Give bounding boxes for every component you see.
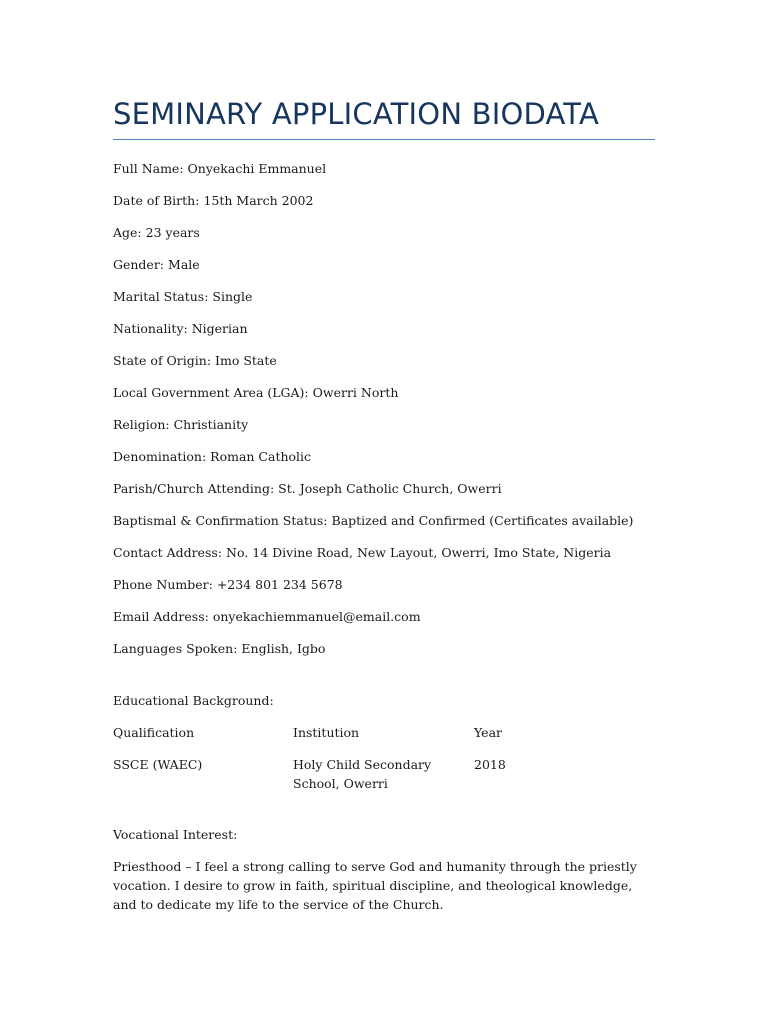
- field-value: onyekachiemmanuel@email.com: [212, 609, 421, 624]
- field-email-address: [113, 609, 421, 625]
- field-value: Roman Catholic: [210, 449, 312, 464]
- field-label: Nationality:: [113, 321, 188, 336]
- field-full-name: [113, 161, 326, 177]
- field-lga: [113, 385, 398, 401]
- document-page: [113, 0, 658, 1024]
- field-value: Nigerian: [191, 321, 248, 336]
- education-heading: Educational Background:: [113, 693, 274, 708]
- field-value: Imo State: [215, 353, 277, 368]
- page-title: SEMINARY APPLICATION BIODATA: [113, 97, 600, 131]
- field-state-of-origin: [113, 353, 277, 369]
- field-label: Local Government Area (LGA):: [113, 385, 309, 400]
- cell-year: 2018: [474, 757, 506, 772]
- field-value: Baptized and Confirmed (Certificates available): [331, 513, 634, 528]
- field-label: Parish/Church Attending:: [113, 481, 275, 496]
- vocation-heading: Vocational Interest:: [113, 827, 238, 842]
- field-label: Languages Spoken:: [113, 641, 238, 656]
- field-gender: [113, 257, 200, 273]
- field-value: Single: [212, 289, 253, 304]
- field-religion: [113, 417, 248, 433]
- field-label: Email Address:: [113, 609, 209, 624]
- field-nationality: [113, 321, 248, 337]
- field-label: Full Name:: [113, 161, 184, 176]
- field-value: 15th March 2002: [203, 193, 314, 208]
- column-header-year: Year: [474, 725, 502, 740]
- field-label: Denomination:: [113, 449, 207, 464]
- vocation-paragraph: Priesthood – I feel a strong calling to serve God and humanity through the priestly vocation. I desire to grow in faith, spiritual discipline, and theological knowledge, and to dedicate my life to the service of the Church.: [113, 859, 637, 912]
- column-header-qualification: Qualification: [113, 725, 195, 740]
- field-date-of-birth: [113, 193, 313, 209]
- field-baptismal-status: [113, 513, 633, 529]
- field-marital-status: [113, 289, 252, 305]
- field-value: Male: [168, 257, 200, 272]
- field-label: Baptismal & Confirmation Status:: [113, 513, 328, 528]
- field-value: No. 14 Divine Road, New Layout, Owerri, Imo State, Nigeria: [226, 545, 612, 560]
- field-value: St. Joseph Catholic Church, Owerri: [278, 481, 502, 496]
- field-contact-address: [113, 545, 611, 561]
- field-value: Christianity: [173, 417, 249, 432]
- field-languages: [113, 641, 325, 657]
- field-denomination: [113, 449, 311, 465]
- field-value: Onyekachi Emmanuel: [187, 161, 327, 176]
- field-value: 23 years: [145, 225, 200, 240]
- field-label: State of Origin:: [113, 353, 212, 368]
- field-age: [113, 225, 200, 241]
- field-parish: [113, 481, 502, 497]
- field-value: Owerri North: [312, 385, 399, 400]
- field-label: Age:: [113, 225, 142, 240]
- field-value: English, Igbo: [241, 641, 326, 656]
- field-label: Date of Birth:: [113, 193, 200, 208]
- cell-qualification: SSCE (WAEC): [113, 757, 203, 772]
- field-phone-number: [113, 577, 343, 593]
- title-underline: [113, 139, 655, 140]
- field-label: Contact Address:: [113, 545, 223, 560]
- field-label: Gender:: [113, 257, 165, 272]
- field-value: +234 801 234 5678: [216, 577, 343, 592]
- field-label: Marital Status:: [113, 289, 209, 304]
- field-label: Phone Number:: [113, 577, 213, 592]
- field-label: Religion:: [113, 417, 170, 432]
- cell-institution: Holy Child Secondary School, Owerri: [293, 757, 432, 791]
- column-header-institution: Institution: [293, 725, 360, 740]
